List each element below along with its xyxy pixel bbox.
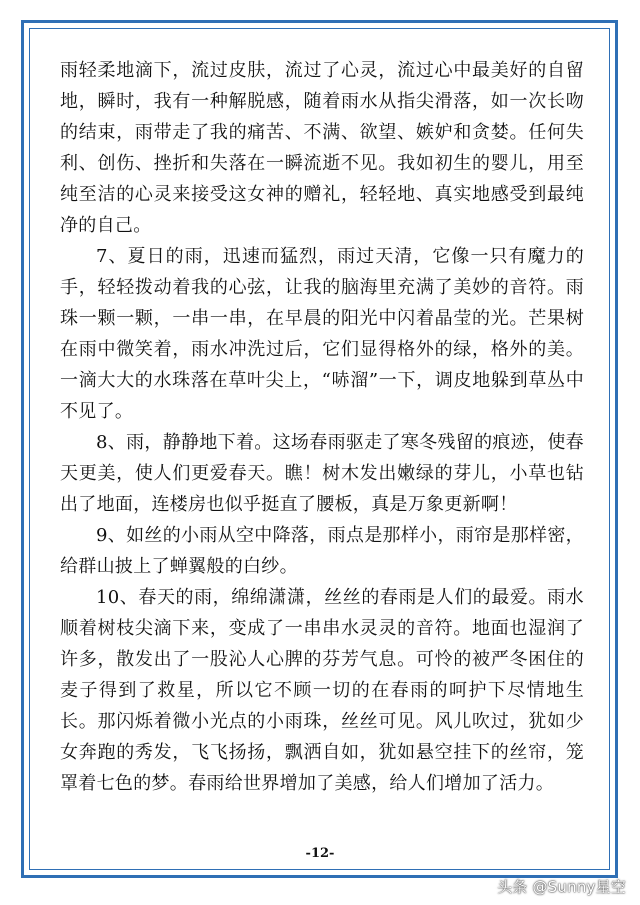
document-body [60,55,584,799]
paragraph-9: 9、如丝的小雨从空中降落，雨点是那样小，雨帘是那样密，给群山披上了蝉翼般的白纱。 [60,525,584,577]
paragraph-10: 10、春天的雨，绵绵潇潇，丝丝的春雨是人们的最爱。雨水顺着树枝尖滴下来，变成了一串串水灵灵的音符。地面也湿润了许多，散发出了一股沁人心脾的芬芳气息。可怜的被严冬困住的麦子得到了救星，所以它不顾一切的在春雨的呵护下尽情地生长。那闪烁着微小光点的小雨珠，丝丝可见。风儿吹过，犹如少女奔跑的秀发，飞飞扬扬，飘洒自如，犹如悬空挂下的丝帘，笼罩着七色的梦。春雨给世界增加了美感，给人们增加了活力。 [60,587,584,794]
page-number: -12- [305,846,335,861]
paragraph-8: 8、雨，静静地下着。这场春雨驱走了寒冬残留的痕迹，使春天更美，使人们更爱春天。瞧！树木发出嫩绿的芽儿，小草也钻出了地面，连楼房也似乎挺直了腰板，真是万象更新啊！ [60,432,584,515]
paragraph-7: 7、夏日的雨，迅速而猛烈，雨过天清，它像一只有魔力的手，轻轻拨动着我的心弦，让我的脑海里充满了美妙的音符。雨珠一颗一颗，一串一串，在早晨的阳光中闪着晶莹的光。芒果树在雨中微笑着，雨水冲洗过后，它们显得格外的绿，格外的美。一滴大大的水珠落在草叶尖上，“哧溜”一下，调皮地躲到草丛中不见了。 [60,246,584,422]
watermark-text: 头条 @Sunny星空 [497,878,626,896]
paragraph-1: 雨轻柔地滴下，流过皮肤，流过了心灵，流过心中最美好的自留地，瞬时，我有一种解脱感，随着雨水从指尖滑落，如一次长吻的结束，雨带走了我的痛苦、不满、欲望、嫉妒和贪婪。任何失利、创伤、挫折和失落在一瞬流逝不见。我如初生的婴儿，用至纯至洁的心灵来接受这女神的赠礼，轻轻地、真实地感受到最纯净的自己。 [60,60,584,236]
